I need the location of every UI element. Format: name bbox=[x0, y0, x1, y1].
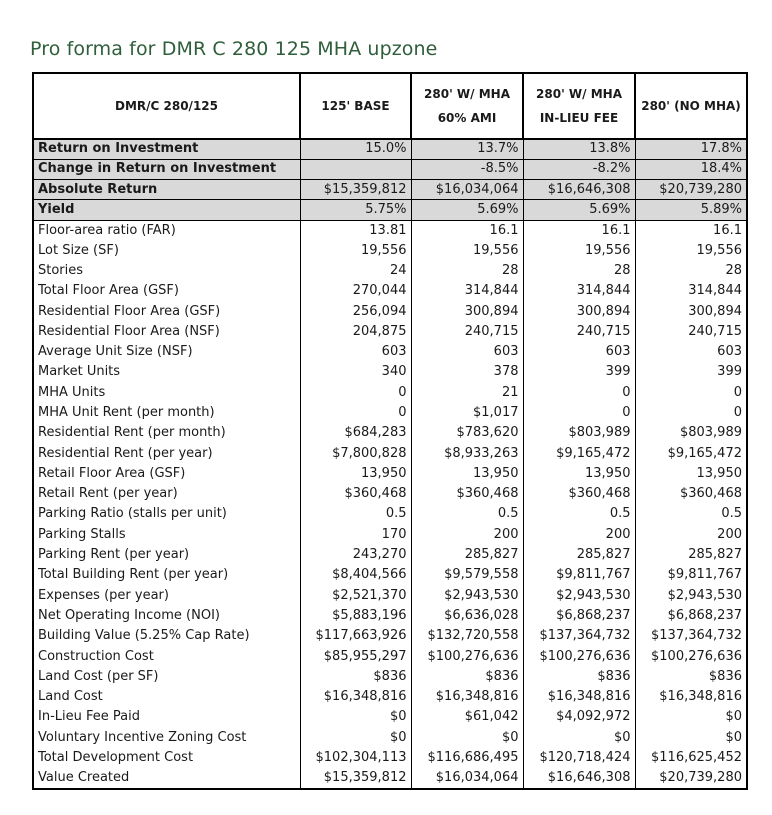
table-cell: $6,636,028 bbox=[411, 606, 523, 626]
table-row bbox=[33, 707, 747, 727]
table-cell: 13.81 bbox=[300, 220, 411, 240]
row-label: Total Development Cost bbox=[33, 748, 300, 768]
row-label: Parking Stalls bbox=[33, 525, 300, 545]
table-cell: $20,739,280 bbox=[635, 768, 747, 788]
table-cell: $16,348,816 bbox=[523, 687, 635, 707]
table-row bbox=[33, 748, 747, 768]
row-label: Total Building Rent (per year) bbox=[33, 565, 300, 585]
table-cell: $2,943,530 bbox=[411, 586, 523, 606]
table-cell: $16,348,816 bbox=[635, 687, 747, 707]
row-label: MHA Unit Rent (per month) bbox=[33, 403, 300, 423]
column-header-no-mha bbox=[635, 73, 747, 139]
table-cell: 285,827 bbox=[411, 545, 523, 565]
table-cell: 28 bbox=[411, 261, 523, 281]
header-text-line: 280' W/ MHA bbox=[424, 87, 510, 101]
table-cell: $0 bbox=[411, 728, 523, 748]
table-cell: 270,044 bbox=[300, 281, 411, 301]
table-cell: 16.1 bbox=[523, 220, 635, 240]
table-row bbox=[33, 403, 747, 423]
table-cell: $2,521,370 bbox=[300, 586, 411, 606]
table-cell: $6,868,237 bbox=[523, 606, 635, 626]
table-cell: $116,686,495 bbox=[411, 748, 523, 768]
table-cell: 603 bbox=[300, 342, 411, 362]
table-row bbox=[33, 240, 747, 260]
row-label: Floor-area ratio (FAR) bbox=[33, 220, 300, 240]
table-cell: 300,894 bbox=[523, 301, 635, 321]
row-label: Voluntary Incentive Zoning Cost bbox=[33, 728, 300, 748]
table-cell: $4,092,972 bbox=[523, 707, 635, 727]
column-header-base bbox=[300, 73, 411, 139]
table-cell: 314,844 bbox=[523, 281, 635, 301]
table-cell: 16.1 bbox=[411, 220, 523, 240]
table-cell: $16,034,064 bbox=[411, 180, 523, 200]
table-cell: $9,165,472 bbox=[635, 443, 747, 463]
table-cell: $9,811,767 bbox=[523, 565, 635, 585]
table-cell: $6,868,237 bbox=[635, 606, 747, 626]
table-row bbox=[33, 281, 747, 301]
page-title: Pro forma for DMR C 280 125 MHA upzone bbox=[30, 38, 438, 60]
table-cell: 18.4% bbox=[635, 159, 747, 179]
table-cell: $0 bbox=[300, 707, 411, 727]
row-label: Yield bbox=[33, 200, 300, 220]
table-body bbox=[33, 139, 747, 789]
table-row bbox=[33, 362, 747, 382]
table-cell: $7,800,828 bbox=[300, 443, 411, 463]
row-label: MHA Units bbox=[33, 383, 300, 403]
row-label: Expenses (per year) bbox=[33, 586, 300, 606]
table-cell: -8.5% bbox=[411, 159, 523, 179]
table-cell: 16.1 bbox=[635, 220, 747, 240]
column-header-scenario bbox=[33, 73, 300, 139]
column-header-mha-fee bbox=[523, 73, 635, 139]
table-cell: 399 bbox=[523, 362, 635, 382]
header-text-line: IN-LIEU FEE bbox=[539, 111, 619, 125]
pro-forma-table bbox=[32, 72, 748, 790]
row-label: Change in Return on Investment bbox=[33, 159, 300, 179]
table-cell: 13.7% bbox=[411, 139, 523, 159]
table-row bbox=[33, 646, 747, 666]
table-cell: $85,955,297 bbox=[300, 646, 411, 666]
table-cell: 285,827 bbox=[523, 545, 635, 565]
table-row bbox=[33, 220, 747, 240]
row-label: Market Units bbox=[33, 362, 300, 382]
table-cell: $132,720,558 bbox=[411, 626, 523, 646]
table-cell: $2,943,530 bbox=[635, 586, 747, 606]
row-label: Total Floor Area (GSF) bbox=[33, 281, 300, 301]
table-cell: $137,364,732 bbox=[635, 626, 747, 646]
table-cell: $360,468 bbox=[523, 484, 635, 504]
table-row bbox=[33, 728, 747, 748]
table-cell: $20,739,280 bbox=[635, 180, 747, 200]
table-cell: 15.0% bbox=[300, 139, 411, 159]
table-cell: $9,811,767 bbox=[635, 565, 747, 585]
table-cell: 0 bbox=[300, 403, 411, 423]
table-cell: $836 bbox=[523, 667, 635, 687]
table-row bbox=[33, 200, 747, 220]
row-label: Construction Cost bbox=[33, 646, 300, 666]
table-row bbox=[33, 443, 747, 463]
table-cell: 0.5 bbox=[635, 504, 747, 524]
row-label: Parking Ratio (stalls per unit) bbox=[33, 504, 300, 524]
table-cell: $61,042 bbox=[411, 707, 523, 727]
table-cell: 19,556 bbox=[635, 240, 747, 260]
table-cell: 300,894 bbox=[635, 301, 747, 321]
table-cell: 13.8% bbox=[523, 139, 635, 159]
table-row bbox=[33, 545, 747, 565]
table-cell: 200 bbox=[523, 525, 635, 545]
table-cell: 5.69% bbox=[411, 200, 523, 220]
table-cell: $102,304,113 bbox=[300, 748, 411, 768]
table-cell: 13,950 bbox=[635, 464, 747, 484]
table-cell: 5.69% bbox=[523, 200, 635, 220]
row-label: Residential Rent (per month) bbox=[33, 423, 300, 443]
table-cell: 13,950 bbox=[523, 464, 635, 484]
table-cell: 13,950 bbox=[411, 464, 523, 484]
header-text-line: 60% AMI bbox=[437, 111, 497, 125]
table-cell: 0 bbox=[523, 383, 635, 403]
table-cell: $16,348,816 bbox=[411, 687, 523, 707]
table-row bbox=[33, 423, 747, 443]
table-cell: 0.5 bbox=[523, 504, 635, 524]
table-cell: $120,718,424 bbox=[523, 748, 635, 768]
table-cell: 314,844 bbox=[411, 281, 523, 301]
table-row bbox=[33, 261, 747, 281]
table-cell: 204,875 bbox=[300, 322, 411, 342]
table-cell: 200 bbox=[635, 525, 747, 545]
row-label: In-Lieu Fee Paid bbox=[33, 707, 300, 727]
table-cell bbox=[300, 159, 411, 179]
table-cell: $5,883,196 bbox=[300, 606, 411, 626]
table-cell: $836 bbox=[300, 667, 411, 687]
table-cell: $8,404,566 bbox=[300, 565, 411, 585]
table-row bbox=[33, 342, 747, 362]
table-row bbox=[33, 768, 747, 788]
table-row bbox=[33, 301, 747, 321]
table-cell: 21 bbox=[411, 383, 523, 403]
header-text-line: 280' (NO MHA) bbox=[641, 99, 741, 113]
row-label: Retail Rent (per year) bbox=[33, 484, 300, 504]
header-text-line: 280' W/ MHA bbox=[536, 87, 622, 101]
row-label: Residential Floor Area (GSF) bbox=[33, 301, 300, 321]
table-cell: 0 bbox=[523, 403, 635, 423]
table-row bbox=[33, 687, 747, 707]
table-cell: 0 bbox=[635, 383, 747, 403]
row-label: Average Unit Size (NSF) bbox=[33, 342, 300, 362]
table-cell: 200 bbox=[411, 525, 523, 545]
table-cell: $8,933,263 bbox=[411, 443, 523, 463]
table-cell: $0 bbox=[300, 728, 411, 748]
table-cell: $783,620 bbox=[411, 423, 523, 443]
table-cell: $16,348,816 bbox=[300, 687, 411, 707]
table-cell: 603 bbox=[635, 342, 747, 362]
row-label: Net Operating Income (NOI) bbox=[33, 606, 300, 626]
header-text-line: 125' BASE bbox=[321, 99, 390, 113]
table-row bbox=[33, 383, 747, 403]
table-cell: $16,034,064 bbox=[411, 768, 523, 788]
row-label: Residential Floor Area (NSF) bbox=[33, 322, 300, 342]
table-cell: -8.2% bbox=[523, 159, 635, 179]
table-cell: $1,017 bbox=[411, 403, 523, 423]
table-cell: $360,468 bbox=[635, 484, 747, 504]
table-cell: 13,950 bbox=[300, 464, 411, 484]
table-cell: $117,663,926 bbox=[300, 626, 411, 646]
table-cell: 17.8% bbox=[635, 139, 747, 159]
table-cell: 19,556 bbox=[411, 240, 523, 260]
table-cell: $803,989 bbox=[523, 423, 635, 443]
table-cell: $16,646,308 bbox=[523, 768, 635, 788]
table-row bbox=[33, 322, 747, 342]
row-label: Retail Floor Area (GSF) bbox=[33, 464, 300, 484]
table-cell: 256,094 bbox=[300, 301, 411, 321]
table-cell: 378 bbox=[411, 362, 523, 382]
table-cell: $9,579,558 bbox=[411, 565, 523, 585]
table-cell: $684,283 bbox=[300, 423, 411, 443]
table-cell: $836 bbox=[411, 667, 523, 687]
table-row bbox=[33, 180, 747, 200]
table-row bbox=[33, 139, 747, 159]
table-cell: $0 bbox=[635, 728, 747, 748]
table-cell: $0 bbox=[635, 707, 747, 727]
table-row bbox=[33, 525, 747, 545]
table-cell: 28 bbox=[523, 261, 635, 281]
table-cell: $803,989 bbox=[635, 423, 747, 443]
table-cell: 19,556 bbox=[300, 240, 411, 260]
table-cell: $9,165,472 bbox=[523, 443, 635, 463]
table-row bbox=[33, 565, 747, 585]
table-cell: 285,827 bbox=[635, 545, 747, 565]
table-cell: $360,468 bbox=[300, 484, 411, 504]
table-row bbox=[33, 464, 747, 484]
table-row bbox=[33, 626, 747, 646]
table-row bbox=[33, 586, 747, 606]
table-cell: 314,844 bbox=[635, 281, 747, 301]
table-cell: 0 bbox=[300, 383, 411, 403]
row-label: Residential Rent (per year) bbox=[33, 443, 300, 463]
table-cell: 0.5 bbox=[300, 504, 411, 524]
table-row bbox=[33, 504, 747, 524]
table-row bbox=[33, 484, 747, 504]
table-row bbox=[33, 606, 747, 626]
row-label: Land Cost (per SF) bbox=[33, 667, 300, 687]
table-row bbox=[33, 667, 747, 687]
table-header-row bbox=[33, 73, 747, 139]
row-label: Building Value (5.25% Cap Rate) bbox=[33, 626, 300, 646]
row-label: Value Created bbox=[33, 768, 300, 788]
table-cell: $100,276,636 bbox=[411, 646, 523, 666]
table-cell: 28 bbox=[635, 261, 747, 281]
table-cell: 603 bbox=[411, 342, 523, 362]
table-cell: 240,715 bbox=[411, 322, 523, 342]
table-cell: 240,715 bbox=[635, 322, 747, 342]
table-cell: $100,276,636 bbox=[635, 646, 747, 666]
table-cell: $15,359,812 bbox=[300, 768, 411, 788]
table-cell: 5.89% bbox=[635, 200, 747, 220]
table-row bbox=[33, 159, 747, 179]
row-label: Absolute Return bbox=[33, 180, 300, 200]
table-cell: $137,364,732 bbox=[523, 626, 635, 646]
table-cell: $15,359,812 bbox=[300, 180, 411, 200]
table-cell: 300,894 bbox=[411, 301, 523, 321]
table-cell: 240,715 bbox=[523, 322, 635, 342]
row-label: Lot Size (SF) bbox=[33, 240, 300, 260]
row-label: Stories bbox=[33, 261, 300, 281]
table-cell: 5.75% bbox=[300, 200, 411, 220]
table-cell: $360,468 bbox=[411, 484, 523, 504]
table-cell: 0.5 bbox=[411, 504, 523, 524]
table-cell: 24 bbox=[300, 261, 411, 281]
table-cell: 19,556 bbox=[523, 240, 635, 260]
table-cell: $100,276,636 bbox=[523, 646, 635, 666]
row-label: Land Cost bbox=[33, 687, 300, 707]
table-cell: $0 bbox=[523, 728, 635, 748]
table-cell: 340 bbox=[300, 362, 411, 382]
table-cell: 603 bbox=[523, 342, 635, 362]
table-cell: 0 bbox=[635, 403, 747, 423]
table-cell: 243,270 bbox=[300, 545, 411, 565]
table-cell: $116,625,452 bbox=[635, 748, 747, 768]
row-label: Parking Rent (per year) bbox=[33, 545, 300, 565]
table-cell: $836 bbox=[635, 667, 747, 687]
table-cell: $2,943,530 bbox=[523, 586, 635, 606]
row-label: Return on Investment bbox=[33, 139, 300, 159]
table-cell: 170 bbox=[300, 525, 411, 545]
table-cell: 399 bbox=[635, 362, 747, 382]
column-header-mha-ami bbox=[411, 73, 523, 139]
table-cell: $16,646,308 bbox=[523, 180, 635, 200]
header-text-line: DMR/C 280/125 bbox=[115, 99, 218, 113]
